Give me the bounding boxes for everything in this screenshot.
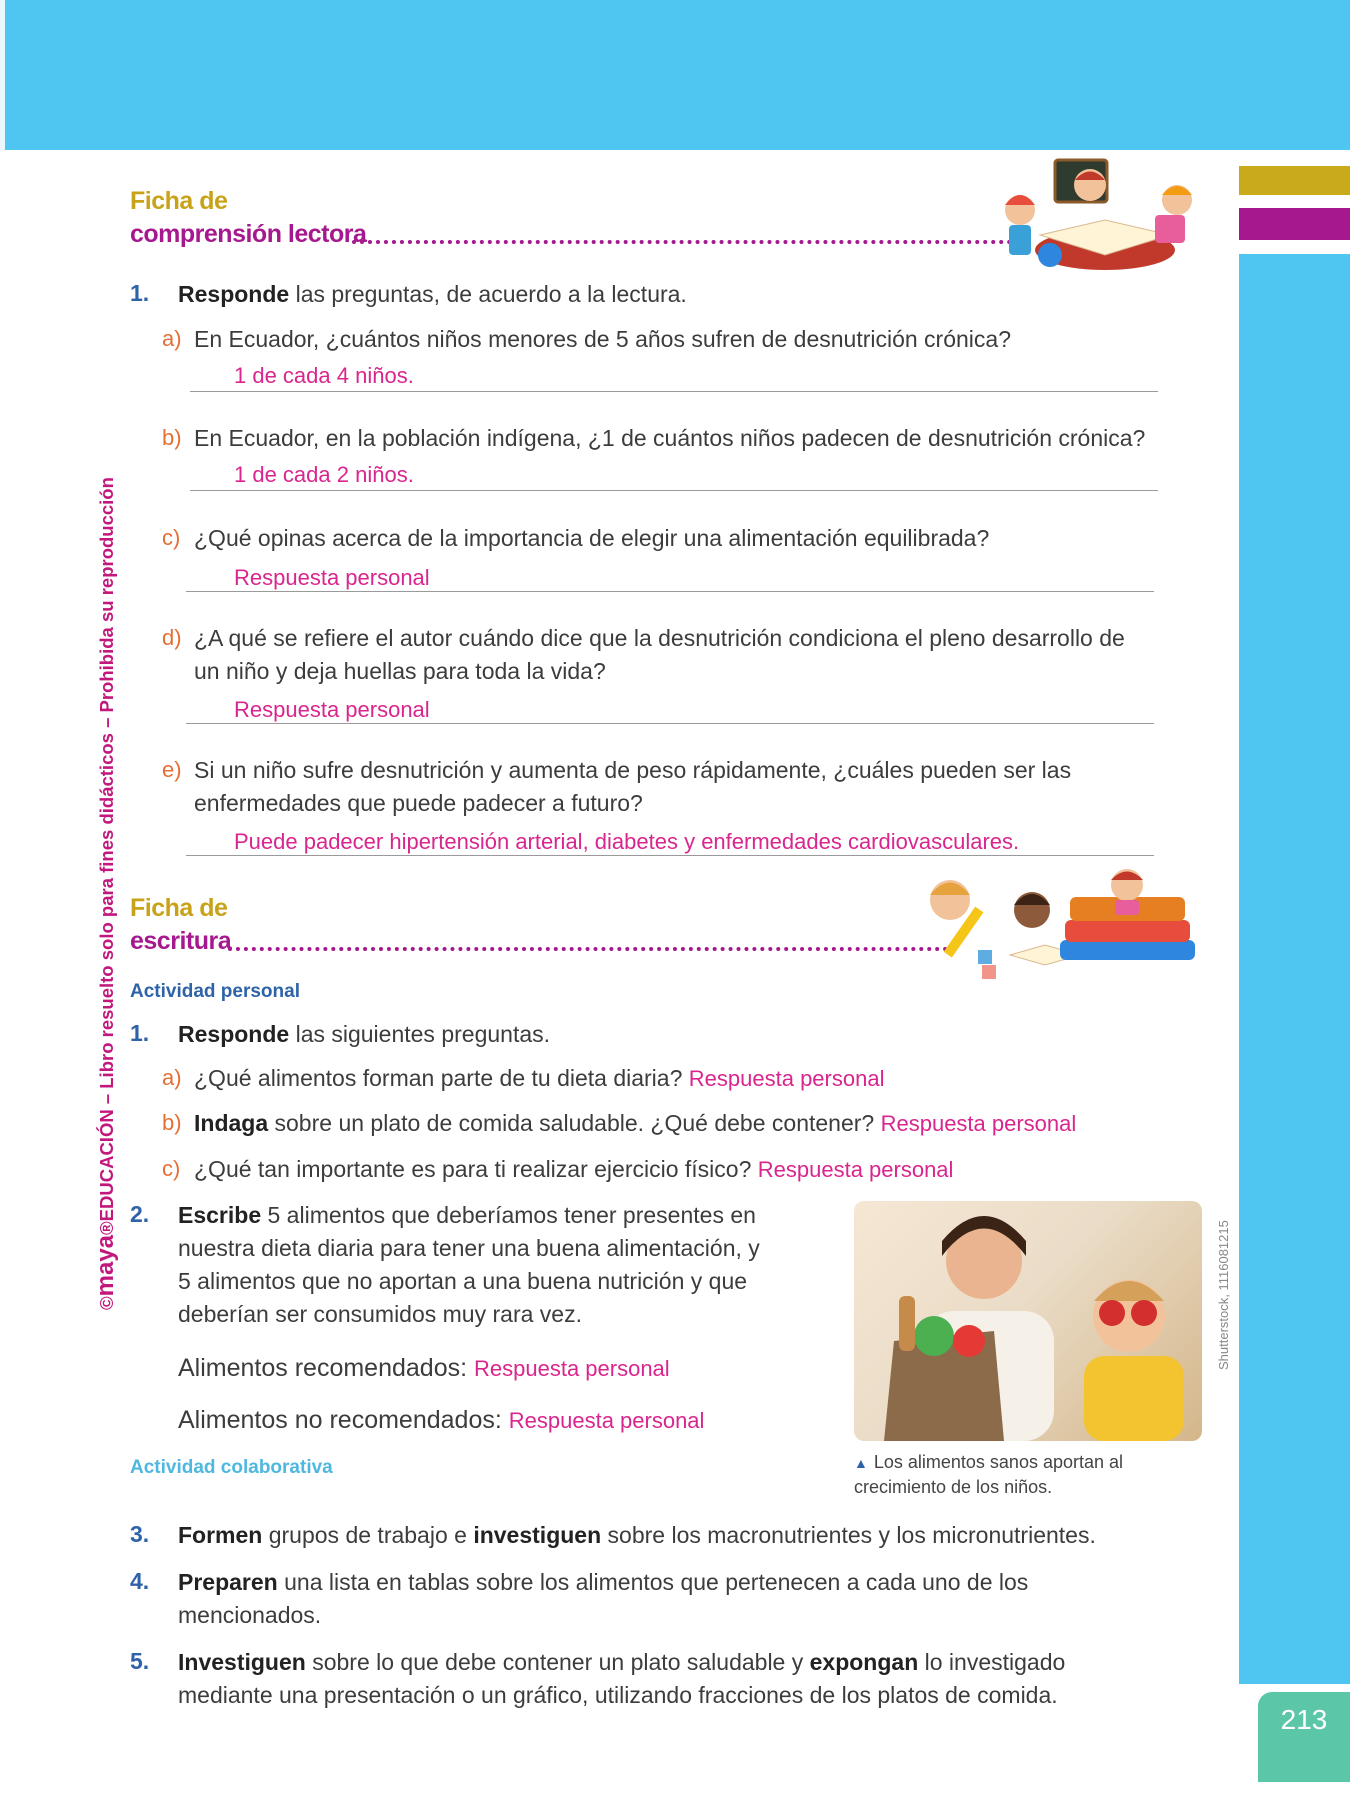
- item-letter-e: e): [162, 757, 182, 782]
- section-title-line1: Ficha de: [130, 187, 228, 215]
- kids-reading-illustration: [995, 155, 1205, 280]
- answer-a: 1 de cada 4 niños.: [234, 363, 414, 388]
- question-2-line1: [178, 1199, 756, 1232]
- caption-text: Los alimentos sanos aportan al crecimiento de los niños.: [854, 1452, 1124, 1497]
- escritura-item-c: [194, 1153, 953, 1186]
- item-b-verb: Indaga: [194, 1110, 269, 1136]
- copyright-notice: [92, 477, 120, 1310]
- label-actividad-colaborativa: Actividad colaborativa: [130, 1457, 333, 1478]
- question-number-3: 3.: [130, 1521, 150, 1547]
- q2-verb: Escribe: [178, 1202, 262, 1228]
- brand-name: maya: [92, 1234, 119, 1297]
- question-5-line2: mediante una presentación o un gráfico, utilizando fracciones de los platos de comida.: [178, 1682, 1058, 1708]
- question-1-text: [178, 278, 687, 311]
- section-title-escritura: [130, 892, 231, 958]
- side-band-blue: [1239, 254, 1350, 1684]
- answer-b: 1 de cada 2 niños.: [234, 462, 414, 487]
- q5-verb1: Investiguen: [178, 1649, 306, 1675]
- q2-rest: 5 alimentos que deberíamos tener presentes en: [261, 1202, 756, 1228]
- page-number: 213: [1258, 1692, 1350, 1782]
- q1-verb: Responde: [178, 1021, 290, 1047]
- q1-rest: las preguntas, de acuerdo a la lectura.: [289, 281, 687, 307]
- question-4-line1: [178, 1566, 1028, 1599]
- photo-placeholder: [854, 1201, 1202, 1441]
- question-5-line1: [178, 1646, 1065, 1679]
- q3-mid: grupos de trabajo e: [262, 1522, 474, 1548]
- escritura-item-b: [194, 1107, 1076, 1140]
- question-number-5: 5.: [130, 1648, 150, 1674]
- question-2-line2: nuestra dieta diaria para tener una buena alimentación, y: [178, 1235, 760, 1261]
- q4-rest: una lista en tablas sobre los alimentos que pertenecen a cada uno de los: [277, 1569, 1029, 1595]
- answer-d: Respuesta personal: [234, 697, 430, 722]
- answer-line-a: [190, 391, 1158, 392]
- recomendados-answer: Respuesta personal: [474, 1356, 670, 1381]
- dotted-rule: [228, 947, 948, 951]
- no-recomendados-answer: Respuesta personal: [508, 1408, 705, 1433]
- section-title-comprension: [130, 185, 366, 251]
- question-c-text: ¿Qué opinas acerca de la importancia de elegir una alimentación equilibrada?: [194, 525, 990, 551]
- item-letter-b: b): [162, 425, 182, 450]
- q1-verb: Responde: [178, 281, 290, 307]
- side-stripe-magenta: [1239, 208, 1350, 240]
- header-band: [0, 0, 1350, 150]
- question-4-line2: mencionados.: [178, 1602, 322, 1628]
- question-d-line2: un niño y deja huellas para toda la vida?: [194, 658, 606, 684]
- question-b-text: En Ecuador, en la población indígena, ¿1 de cuántos niños padecen de desnutrición crónica?: [194, 425, 1146, 451]
- question-e-line2: enfermedades que puede padecer a futuro?: [194, 790, 643, 816]
- question-number-2: 2.: [130, 1201, 150, 1227]
- question-2-line4: deberían ser consumidos muy rara vez.: [178, 1301, 582, 1327]
- section-title-line1: Ficha de: [130, 894, 228, 922]
- family-food-photo: [854, 1201, 1202, 1441]
- copyright-text: ®EDUCACIÓN – Libro resuelto solo para fines didácticos – Prohibida su reproducción: [96, 477, 117, 1235]
- answer-c: Respuesta personal: [234, 565, 430, 590]
- item-letter-d: d): [162, 625, 182, 650]
- question-text: sobre un plato de comida saludable. ¿Qué debe contener?: [268, 1110, 875, 1136]
- recomendados-label: Alimentos recomendados:: [178, 1354, 468, 1382]
- recomendados-row: [178, 1352, 670, 1385]
- q5-rest: lo investigado: [918, 1649, 1066, 1675]
- kids-books-illustration: [920, 865, 1205, 985]
- item-letter-c: c): [162, 1156, 181, 1181]
- answer-line-c: [186, 591, 1154, 592]
- no-recomendados-label: Alimentos no recomendados:: [178, 1406, 502, 1434]
- question-number-4: 4.: [130, 1568, 150, 1594]
- q3-verb1: Formen: [178, 1522, 263, 1548]
- item-letter-c: c): [162, 525, 181, 550]
- question-e-line1: Si un niño sufre desnutrición y aumenta de peso rápidamente, ¿cuáles pueden ser las: [194, 757, 1072, 783]
- answer-e: Puede padecer hipertensión arterial, diabetes y enfermedades cardiovasculares.: [234, 829, 1020, 854]
- no-recomendados-row: [178, 1404, 704, 1437]
- copyright-symbol: ©: [96, 1296, 117, 1310]
- q4-verb: Preparen: [178, 1569, 278, 1595]
- question-text: ¿Qué alimentos forman parte de tu dieta diaria?: [194, 1065, 683, 1091]
- section-title-line2: comprensión lectora: [130, 220, 367, 248]
- answer-line-b: [190, 490, 1158, 491]
- photo-credit: Shutterstock, 1116081215: [1216, 1220, 1231, 1370]
- question-2-line3: 5 alimentos que no aportan a una buena nutrición y que: [178, 1268, 748, 1294]
- answer-text: Respuesta personal: [688, 1066, 885, 1091]
- q5-mid: sobre lo que debe contener un plato saludable y: [305, 1649, 810, 1675]
- answer-text: Respuesta personal: [757, 1157, 954, 1182]
- question-d-line1: ¿A qué se refiere el autor cuándo dice que la desnutrición condiciona el pleno desarrollo de: [194, 625, 1125, 651]
- q3-rest: sobre los macronutrientes y los micronutrientes.: [601, 1522, 1096, 1548]
- side-stripe-yellow: [1239, 166, 1350, 195]
- section-title-line2: escritura: [130, 927, 232, 955]
- question-number-1: 1.: [130, 280, 150, 306]
- item-letter-a: a): [162, 1065, 182, 1090]
- item-letter-a: a): [162, 326, 182, 351]
- answer-text: Respuesta personal: [880, 1111, 1077, 1136]
- escritura-item-a: [194, 1062, 884, 1095]
- q5-verb2: expongan: [809, 1649, 919, 1675]
- question-number-1: 1.: [130, 1020, 150, 1046]
- escritura-question-1: [178, 1018, 550, 1051]
- item-letter-b: b): [162, 1110, 182, 1135]
- dotted-rule: [352, 240, 1020, 244]
- answer-line-d: [186, 723, 1154, 724]
- question-text: ¿Qué tan importante es para ti realizar ejercicio físico?: [194, 1156, 752, 1182]
- answer-line-e: [186, 855, 1154, 856]
- question-a-text: En Ecuador, ¿cuántos niños menores de 5 años sufren de desnutrición crónica?: [194, 326, 1011, 352]
- photo-caption: [854, 1450, 1184, 1499]
- q3-verb2: investiguen: [473, 1522, 602, 1548]
- triangle-icon: ▲: [854, 1455, 868, 1471]
- q1-rest: las siguientes preguntas.: [289, 1021, 551, 1047]
- header-edge: [0, 0, 5, 150]
- question-3-text: [178, 1519, 1096, 1552]
- label-actividad-personal: Actividad personal: [130, 981, 300, 1002]
